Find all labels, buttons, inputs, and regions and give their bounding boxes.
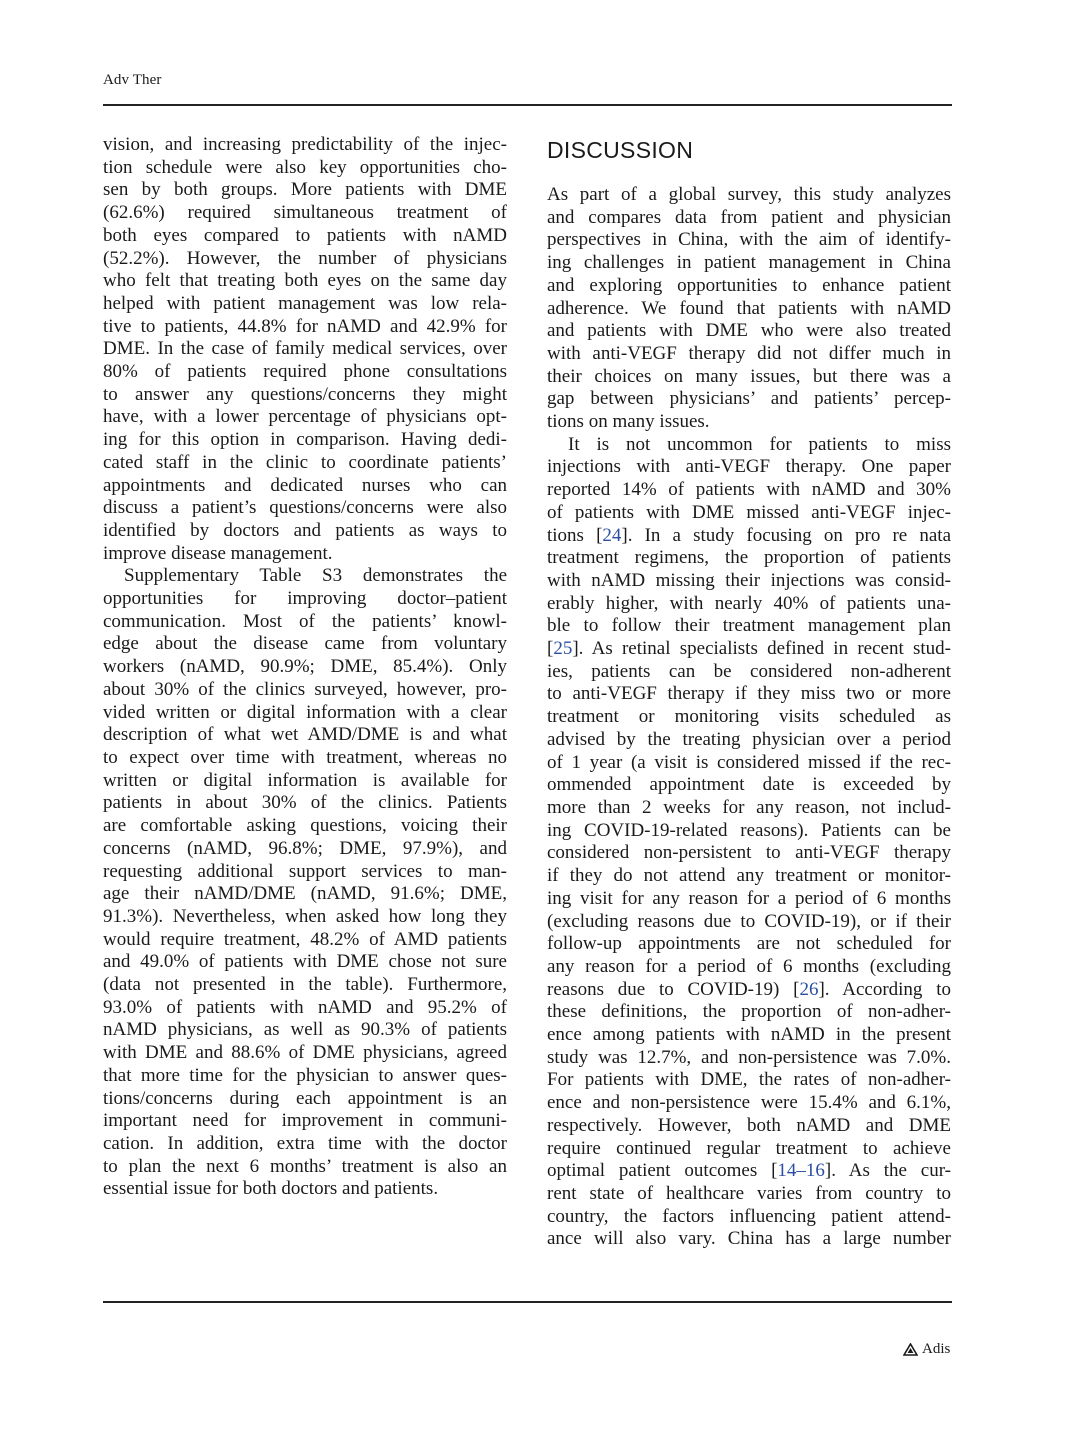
- body-line: It is not uncommon for patients to miss: [568, 433, 951, 455]
- body-line: age their nAMD/DME (nAMD, 91.6%; DME,: [103, 883, 507, 905]
- body-line: For patients with DME, the rates of non-adher-: [547, 1069, 951, 1091]
- body-line: considered non-persistent to anti-VEGF therapy: [547, 842, 951, 864]
- body-line: ies, patients can be considered non-adherent: [547, 660, 951, 682]
- citation-link[interactable]: 14–16: [777, 1160, 825, 1182]
- citation-link[interactable]: 26: [799, 978, 819, 1000]
- body-line: sen by both groups. More patients with DME: [103, 179, 507, 201]
- body-line: follow-up appointments are not scheduled for: [547, 933, 951, 955]
- right-column: [547, 134, 951, 1251]
- body-line: of patients with DME missed anti-VEGF injec-: [547, 501, 951, 523]
- body-line: tive to patients, 44.8% for nAMD and 42.9% for: [103, 315, 507, 337]
- body-line: require continued regular treatment to achieve: [547, 1137, 951, 1159]
- body-line: that more time for the physician to answer ques-: [103, 1064, 507, 1086]
- body-line: erably higher, with nearly 40% of patients una-: [547, 592, 951, 614]
- body-line: tion schedule were also key opportunities cho-: [103, 156, 507, 178]
- body-line: (data not presented in the table). Furthermore,: [103, 974, 507, 996]
- body-line: ing COVID-19-related reasons). Patients can be: [547, 819, 951, 841]
- body-line: any reason for a period of 6 months (excluding: [547, 955, 951, 977]
- body-line: who felt that treating both eyes on the same day: [103, 270, 507, 292]
- body-line: improve disease management.: [103, 542, 333, 564]
- body-line: to plan the next 6 months’ treatment is also an: [103, 1155, 507, 1177]
- body-line: about 30% of the clinics surveyed, however, pro-: [103, 678, 507, 700]
- body-line: with DME and 88.6% of DME physicians, agreed: [103, 1042, 507, 1064]
- body-line: discuss a patient’s questions/concerns were also: [103, 497, 507, 519]
- body-line: As part of a global survey, this study analyzes: [547, 184, 951, 205]
- body-line: ence among patients with nAMD in the present: [547, 1024, 951, 1046]
- left-column: [103, 134, 507, 1201]
- body-line: treatment regimens, the proportion of patients: [547, 547, 951, 569]
- body-line: 91.3%). Nevertheless, when asked how long they: [103, 905, 507, 927]
- body-line: study was 12.7%, and non-persistence was 7.0%.: [547, 1046, 951, 1068]
- body-line: ence and non-persistence were 15.4% and 6.1%,: [547, 1092, 951, 1114]
- body-line: injections with anti-VEGF therapy. One paper: [547, 456, 951, 478]
- body-line: would require treatment, 48.2% of AMD patients: [103, 928, 507, 950]
- body-line: opportunities for improving doctor–patient: [103, 588, 507, 610]
- body-line: cated staff in the clinic to coordinate patients’: [103, 451, 507, 473]
- body-line: patients in about 30% of the clinics. Patients: [103, 792, 507, 814]
- body-line: helped with patient management was low rela-: [103, 292, 507, 314]
- body-line: and 49.0% of patients with DME chose not sure: [103, 951, 507, 973]
- body-line: of 1 year (a visit is considered missed if the rec-: [547, 751, 951, 773]
- body-line: and exploring opportunities to enhance patient: [547, 274, 951, 296]
- body-line: have, with a lower percentage of physicians opt-: [103, 406, 507, 428]
- body-line: edge about the disease came from voluntary: [103, 633, 507, 655]
- body-line: perspectives in China, with the aim of identify-: [547, 229, 951, 251]
- body-line: tions on many issues.: [547, 411, 710, 433]
- body-line: ing visit for any reason for a period of 6 months: [547, 887, 951, 909]
- body-line: reasons due to COVID-19) [26]. According to: [547, 978, 951, 1000]
- body-line: 80% of patients required phone consultations: [103, 361, 507, 383]
- body-line: gap between physicians’ and patients’ percep-: [547, 388, 951, 410]
- citation-link[interactable]: 24: [602, 524, 622, 546]
- body-line: written or digital information is available for: [103, 769, 507, 791]
- journal-name: Adv Ther: [103, 72, 162, 88]
- body-line: these definitions, the proportion of non-adher-: [547, 1001, 951, 1023]
- body-line: ance will also vary. China has a large number: [547, 1228, 951, 1250]
- body-line: ommended appointment date is exceeded by: [547, 774, 951, 796]
- body-line: appointments and dedicated nurses who can: [103, 474, 507, 496]
- body-line: adherence. We found that patients with nAMD: [547, 297, 951, 319]
- body-line: advised by the treating physician over a period: [547, 728, 951, 750]
- body-line: essential issue for both doctors and patients.: [103, 1178, 439, 1200]
- body-line: requesting additional support services to man-: [103, 860, 507, 882]
- body-line: and compares data from patient and physician: [547, 206, 951, 228]
- header-rule: [103, 104, 952, 106]
- body-line: if they do not attend any treatment or monitor-: [547, 865, 951, 887]
- body-line: nAMD physicians, as well as 90.3% of patients: [103, 1019, 507, 1041]
- body-line: tions [24]. In a study focusing on pro re nata: [547, 524, 951, 546]
- body-line: to expect over time with treatment, whereas no: [103, 746, 507, 768]
- body-line: workers (nAMD, 90.9%; DME, 85.4%). Only: [103, 656, 507, 678]
- body-line: ble to follow their treatment management plan: [547, 615, 951, 637]
- citation-link[interactable]: 25: [553, 638, 573, 660]
- body-line: ing for this option in comparison. Having dedi-: [103, 429, 507, 451]
- body-line: and patients with DME who were also treated: [547, 320, 951, 342]
- discussion-body: [547, 184, 951, 1251]
- body-line: vided written or digital information with a clear: [103, 701, 507, 723]
- body-line: reported 14% of patients with nAMD and 30%: [547, 479, 951, 501]
- body-line: identified by doctors and patients as ways to: [103, 519, 507, 541]
- body-line: to anti-VEGF therapy if they miss two or more: [547, 683, 951, 705]
- body-line: communication. Most of the patients’ knowl-: [103, 610, 507, 632]
- body-line: concerns (nAMD, 96.8%; DME, 97.9%), and: [103, 837, 507, 859]
- body-line: more than 2 weeks for any reason, not includ-: [547, 796, 951, 818]
- body-line: ing challenges in patient management in China: [547, 252, 951, 274]
- body-line: to answer any questions/concerns they might: [103, 383, 507, 405]
- body-line: with nAMD missing their injections was consid-: [547, 569, 951, 591]
- body-line: country, the factors influencing patient attend-: [547, 1205, 951, 1227]
- body-line: Supplementary Table S3 demonstrates the: [124, 565, 507, 587]
- body-line: tions/concerns during each appointment is an: [103, 1087, 507, 1109]
- body-line: optimal patient outcomes [14–16]. As the cur-: [547, 1160, 951, 1182]
- body-line: (62.6%) required simultaneous treatment of: [103, 202, 507, 224]
- body-line: both eyes compared to patients with nAMD: [103, 224, 507, 246]
- section-heading: DISCUSSION: [547, 137, 694, 163]
- body-line: 93.0% of patients with nAMD and 95.2% of: [103, 996, 507, 1018]
- body-line: with anti-VEGF therapy did not differ much in: [547, 342, 951, 364]
- publisher-name: Adis: [922, 1341, 951, 1357]
- body-line: [25]. As retinal specialists defined in recent stud-: [547, 638, 951, 660]
- body-line: their choices on many issues, but there was a: [547, 365, 951, 387]
- body-line: rent state of healthcare varies from country to: [547, 1182, 951, 1204]
- adis-triangle-logo-icon: [903, 1343, 918, 1356]
- body-line: (excluding reasons due to COVID-19), or if their: [547, 910, 951, 932]
- body-line: important need for improvement in communi-: [103, 1110, 507, 1132]
- body-line: vision, and increasing predictability of the injec-: [103, 134, 507, 155]
- body-line: (52.2%). However, the number of physicians: [103, 247, 507, 269]
- body-line: are comfortable asking questions, voicing their: [103, 815, 507, 837]
- body-line: respectively. However, both nAMD and DME: [547, 1114, 951, 1136]
- body-line: treatment or monitoring visits scheduled as: [547, 706, 951, 728]
- footer-rule: [103, 1301, 952, 1303]
- body-line: cation. In addition, extra time with the doctor: [103, 1132, 507, 1154]
- body-line: description of what wet AMD/DME is and what: [103, 724, 507, 746]
- body-line: DME. In the case of family medical services, over: [103, 338, 507, 360]
- publisher-logo: [903, 1341, 950, 1358]
